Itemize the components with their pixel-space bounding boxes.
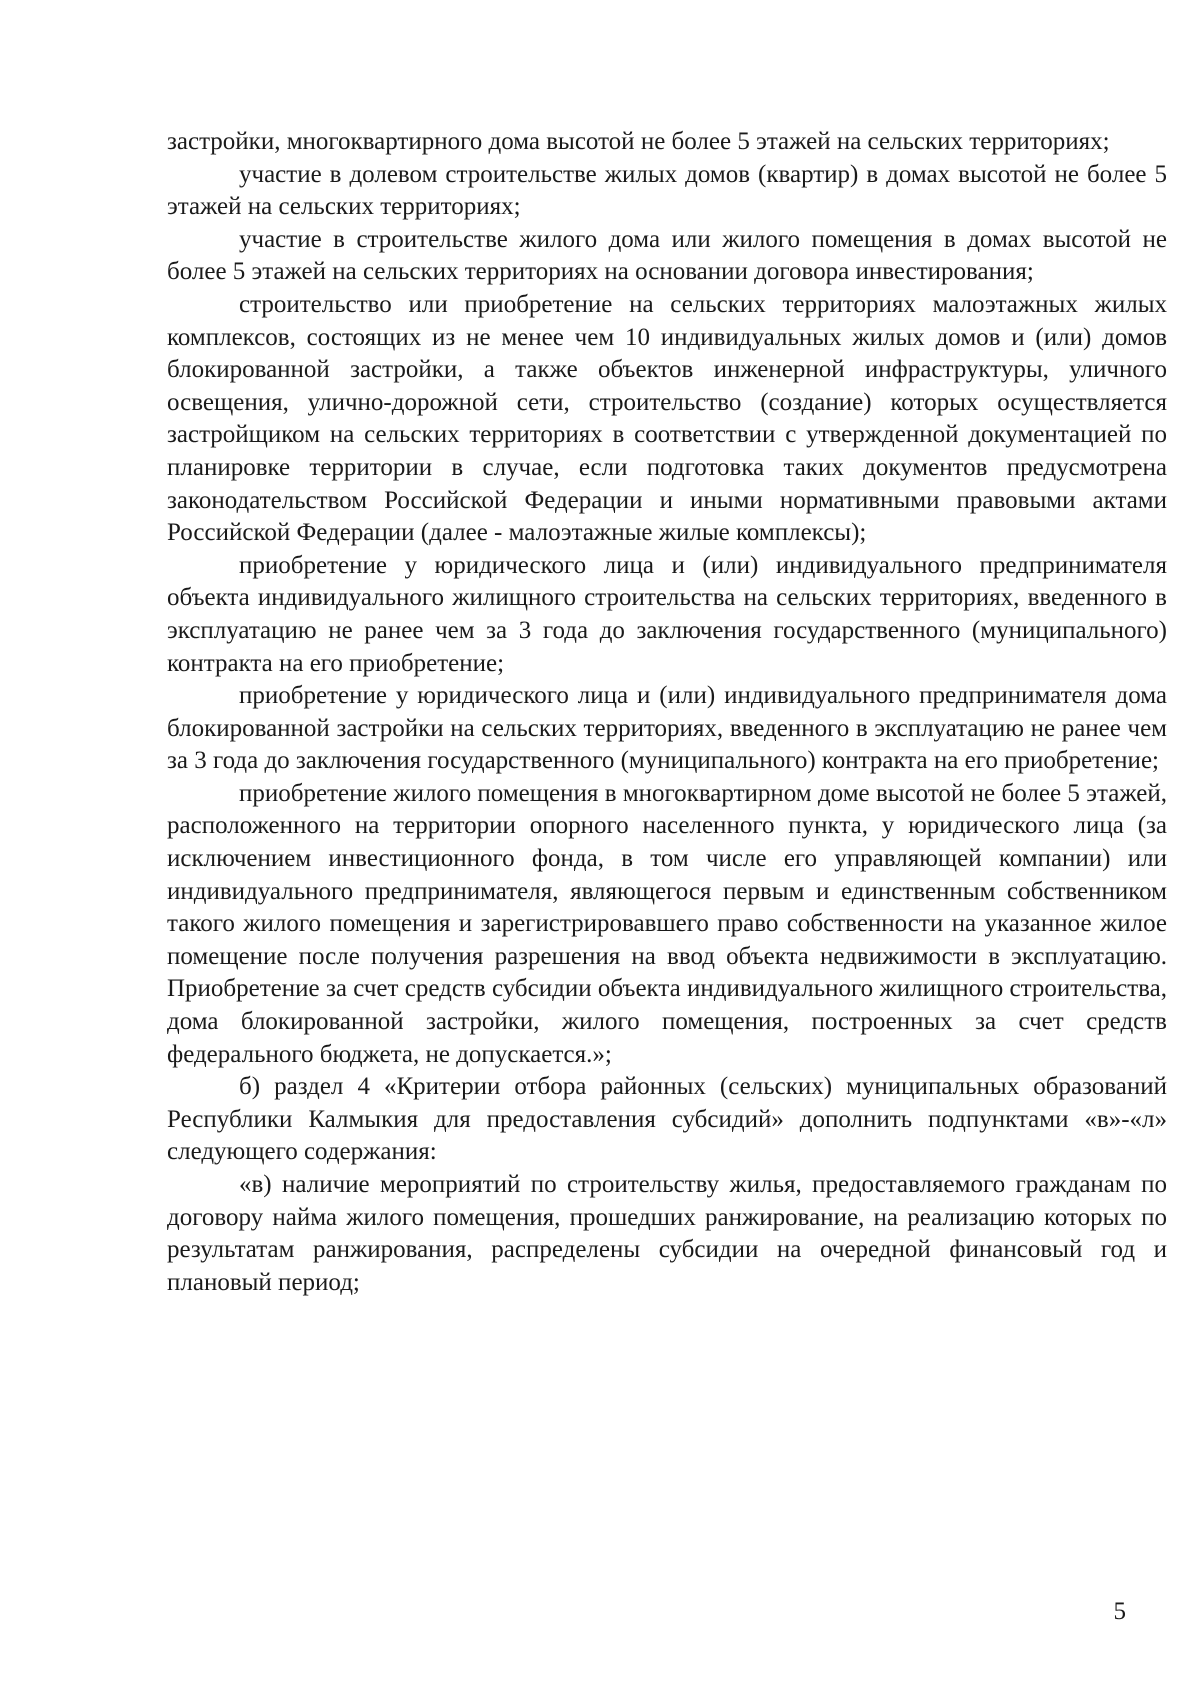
paragraph-investment-construction: участие в строительстве жилого дома или жилого помещения в домах высотой не более 5 этажей на сельских территориях на основании договора инвестирования;	[167, 225, 1167, 286]
paragraph-subpoint-v: «в) наличие мероприятий по строительству жилья, предоставляемого гражданам по договору найма жилого помещения, прошедших ранжирование, на реализацию которых по результатам ранжирования, распределены субсидии на очередной финансовый год и плановый период;	[167, 1171, 1167, 1296]
paragraph-purchase-individual-house: приобретение у юридического лица и (или) индивидуального предпринимателя объекта индивидуального жилищного строительства на сельских территориях, введенного в эксплуатацию не ранее чем за 3 года до заключения государственного (муниципального) контракта на его приобретение;	[167, 551, 1167, 677]
paragraph-purchase-blocked-house: приобретение у юридического лица и (или) индивидуального предпринимателя дома блокированной застройки на сельских территориях, введенного в эксплуатацию не ранее чем за 3 года до заключения государственного (муниципального) контракта на его приобретение;	[167, 682, 1167, 775]
paragraph-continuation: застройки, многоквартирного дома высотой не более 5 этажей на сельских территориях;	[167, 128, 1110, 155]
paragraph-section-4-amendment: б) раздел 4 «Критерии отбора районных (сельских) муниципальных образований Республики Калмыкия для предоставления субсидий» дополнить подпунктами «в»-«л» следующего содержания:	[167, 1073, 1167, 1166]
page-number: 5	[1113, 1598, 1126, 1625]
paragraph-purchase-apartment: приобретение жилого помещения в многоквартирном доме высотой не более 5 этажей, расположенного на территории опорного населенного пункта, у юридического лица (за исключением инвестиционного фонда, в том числе его управляющей компании) или индивидуального предпринимателя, являющегося первым и единственным собственником такого жилого помещения и зарегистрировавшего право собственности на указанное жилое помещение после получения разрешения на ввод объекта недвижимости в эксплуатацию. Приобретение за счет средств субсидии объекта индивидуального жилищного строительства, дома блокированной застройки, жилого помещения, построенных за счет средств федерального бюджета, не допускается.»;	[167, 779, 1167, 1068]
paragraph-low-rise-complexes: строительство или приобретение на сельских территориях малоэтажных жилых комплексов, состоящих из не менее чем 10 индивидуальных жилых домов и (или) домов блокированной застройки, а также объектов инженерной инфраструктуры, уличного освещения, улично-дорожной сети, строительство (создание) которых осуществляется застройщиком на сельских территориях в соответствии с утвержденной документацией по планировке территории в случае, если подготовка таких документов предусмотрена законодательством Российской Федерации и иными нормативными правовыми актами Российской Федерации (далее - малоэтажные жилые комплексы);	[167, 290, 1167, 547]
document-body	[167, 126, 1167, 1299]
paragraph-shared-construction: участие в долевом строительстве жилых домов (квартир) в домах высотой не более 5 этажей на сельских территориях;	[167, 160, 1167, 221]
